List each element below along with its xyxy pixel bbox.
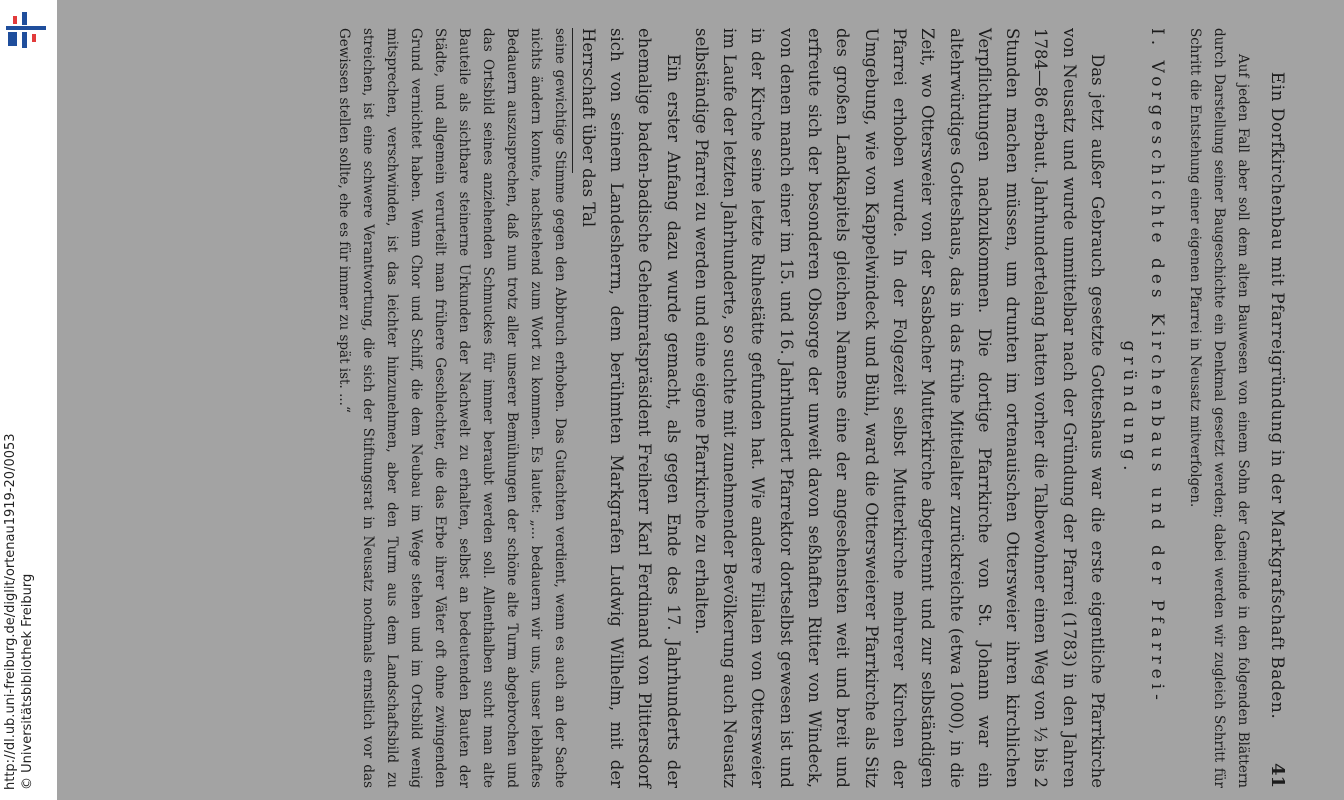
page-number: 41 [1267,762,1288,788]
body-paragraph-1: Das jetzt außer Gebrauch gesetzte Gotteshaus war die erste eigentliche Pfarrkirche von Neusatz und wurde unmittelbar nach der Gründung der Pfarrei (1783) in den Jahren 1784—86 erbaut. Jahrhundertelang hatten vorher die Talbewohner einen Weg von ½ bis 2 Stunden machen müssen, um drunten im ortenauischen Ottersweier ihren kirchlichen Verpflichtungen nachzukommen. Die dortige Pfarrkirche von St. Johann war ein altehrwürdiges Gotteshaus, das in das frühe Mittelalter zurückreichte (etwa 1000), in die Zeit, wo Ottersweier von der Sasbacher Mutterkirche abgetrennt und zur selbständigen Pfarrei erhoben wurde. In der Folgezeit selbst Mutterkirche mehrerer Kirchen der Umgebung, wie von Kappelwindeck und Bühl, ward die Ottersweierer Pfarrkirche als Sitz des großen Landkapitels gleichen Namens eine der angesehensten weit und breit und erfreute sich der besonderen Obsorge der unweit davon seßhaften Ritter von Windeck, von denen manch einer im 15. und 16. Jahrhundert Pfarrektor dortselbst gewesen ist und in der Kirche seine letzte Ruhestätte gefunden hat. Wie andere Filialen von Ottersweier im Laufe der letzten Jahrhunderte, so suchte mit zunehmender Bevölkerung auch Neusatz selbständige Pfarrei zu werden und eine eigene Pfarrkirche zu erhalten. [691,28,1107,788]
running-header [1267,28,1297,788]
running-head: Ein Dorfkirchenbau mit Pfarreigründung in der Markgrafschaft Baden. [1267,71,1287,720]
scanned-page [57,0,1344,800]
footnote: seine gewichtige Stimme gegen den Abbruch erhoben. Das Gutachten verdient, wenn es auch an der Sache nichts ändern konnte, nachstehend zum Wort zu kommen. Es lautet: „... bedauern wir uns, unser lebhaftes Bedauern auszusprechen, daß nun trotz aller unserer Bemühungen der schöne alte Turm abgebrochen und das Ortsbild seines anziehenden Schmuckes für immer beraubt werden soll. Allenthalben sucht man alte Bauteile als sichtbare steinerne Urkunden der Nachwelt zu erhalten, selbst an bedeutenden Bauten der Städte, und allgemein verurteilt man frühere Geschlechter, die das Erbe ihrer Väter oft ohne zwingenden Grund vernichtet haben. Wenn Chor und Schiff, die dem Neubau im Wege stehen und im Ortsbild wenig mitsprechen, verschwinden, ist das leichter hinzunehmen, aber den Turm aus dem Landschaftsbild zu streichen, ist eine schwere Verantwortung, die sich der Stiftungsrat in Neusatz nochmals ernstlich vor das Gewissen stellen sollte, ehe es für immer zu spät ist. ...“ [336,28,569,788]
source-credits [2,30,36,790]
page-text-block [177,28,1297,788]
copyright-notice: © Universitätsbibliothek Freiburg [20,573,35,790]
source-url[interactable]: http://dl.ub.uni-freiburg.de/diglit/ortenau1919-20/0053 [3,433,18,790]
body-paragraph-2: Ein erster Anfang dazu wurde gemacht, als gegen Ende des 17. Jahrhunderts der ehemalige baden-badische Geheimratspräsident Freiherr Karl Ferdinand von Plittersdorf sich von seinem Landesherrn, dem berühmten Markgrafen Ludwig Wilhelm, mit der Herrschaft über das Tal [578,28,683,788]
intro-paragraph: Auf jeden Fall aber soll dem alten Bauwesen von einem Sohn der Gemeinde in den folgenden Blättern durch Darstellung seiner Baugeschichte ein Denkmal gesetzt werden; dabei werden wir zugleich Schritt für Schritt die Entstehung einer eigenen Pfarrei in Neusatz mitverfolgen. [1187,28,1251,788]
viewer-sidebar [0,0,57,800]
section-heading-line-1: I. Vorgeschichte des Kirchenbaus und der Pfarrei- [1147,28,1167,705]
section-heading [1115,28,1171,788]
section-heading-line-2: gründung. [1119,340,1139,476]
